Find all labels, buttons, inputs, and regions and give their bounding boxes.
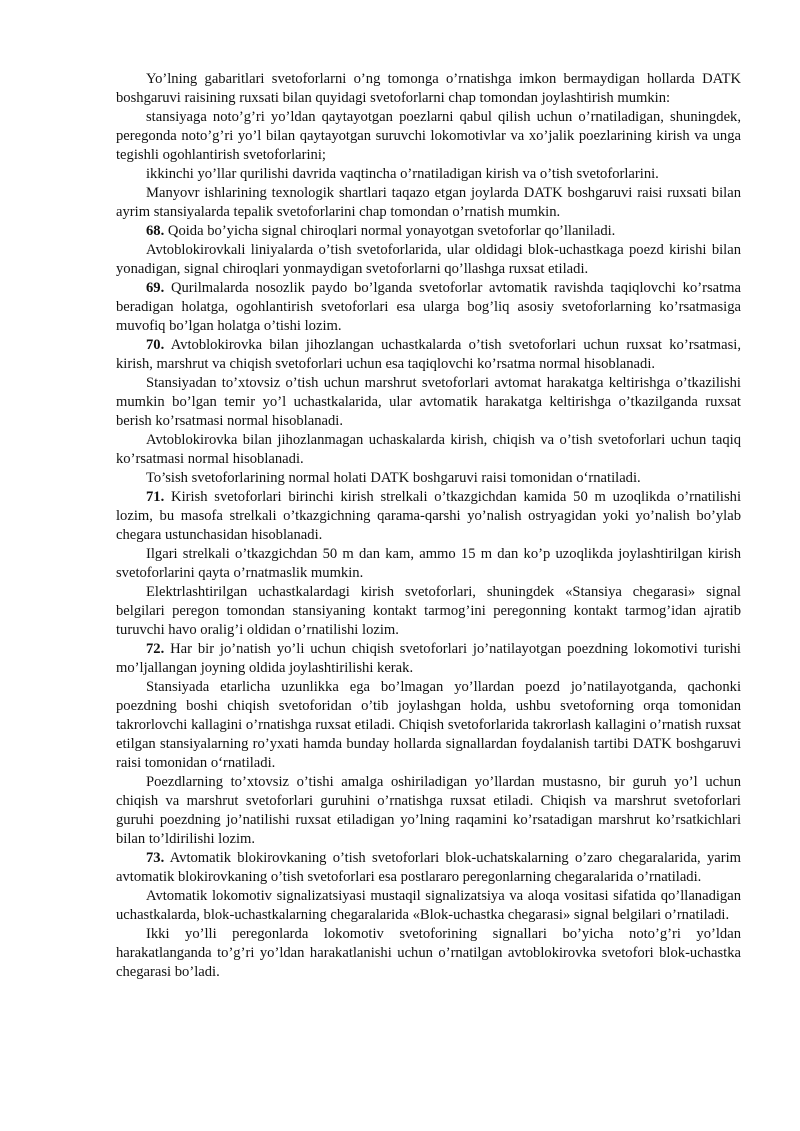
section-number: 69.	[146, 280, 165, 296]
section-number: 70.	[146, 337, 165, 353]
paragraph	[116, 678, 741, 773]
paragraph-text: stansiyaga noto’g’ri yo’ldan qaytayotgan poezlarni qabul qilish uchun o’rnatiladigan, shuningdek, peregonda noto’g’ri yo’l bilan qaytayotgan suruvchi lokomotivlar va xo’jalik poezlarining kirish va unga tegishli ogohlantirish svetoforlarini;	[116, 109, 741, 163]
paragraph	[116, 184, 741, 222]
section-number: 73.	[146, 850, 165, 866]
paragraph	[116, 374, 741, 431]
paragraph	[116, 887, 741, 925]
paragraph	[116, 488, 741, 545]
paragraph	[116, 469, 741, 488]
paragraph-text: Elektrlashtirilgan uchastkalardagi kirish svetoforlari, shuningdek «Stansiya chegarasi» signal belgilari peregon tomondan stansiyaning kontakt tarmog’ini peregonning kontakt tarmog’idan ajratib turuvchi havo oralig’i oldidan o’rnatilishi lozim.	[116, 584, 741, 638]
paragraph-text: Har bir jo’natish yo’li uchun chiqish svetoforlari jo’natilayotgan poezdning lokomotivi turishi mo’ljallangan joyning oldida joylashtirilishi kerak.	[116, 641, 741, 676]
paragraph-text: To’sish svetoforlarining normal holati DATK boshgaruvi raisi tomonidan o‘rnatiladi.	[146, 470, 641, 486]
paragraph	[116, 640, 741, 678]
paragraph-text: ikkinchi yo’llar qurilishi davrida vaqtincha o’rnatiladigan kirish va o’tish svetoforlarini.	[146, 166, 659, 182]
paragraph-text: Avtomatik lokomotiv signalizatsiyasi mustaqil signalizatsiya va aloqa vositasi sifatida qo’llanadigan uchastkalarda, blok-uchastkalarning chegaralarida «Blok-uchastka chegarasi» signal belgilari o’rnatiladi.	[116, 888, 741, 923]
paragraph-text: Manyovr ishlarining texnologik shartlari taqazo etgan joylarda DATK boshgaruvi raisi ruxsati bilan ayrim stansiyalarda tepalik svetoforlarini chap tomondan o’rnatish mumkin.	[116, 185, 741, 220]
paragraph-text: Yo’lning gabaritlari svetoforlarni o’ng tomonga o’rnatishga imkon bermaydigan hollarda DATK boshgaruvi raisining ruxsati bilan quyidagi svetoforlarni chap tomondan joylashtirish mumkin:	[116, 71, 741, 106]
paragraph-text: Kirish svetoforlari birinchi kirish strelkali o’tkazgichdan kamida 50 m uzoqlikda o’rnatilishi lozim, bu masofa strelkali o’tkazgichning qarama-qarshi yo’nalish ostryagidan yoki yo’nalish bo’ylab chegara ustunchasidan hisoblanadi.	[116, 489, 742, 543]
section-number: 68.	[146, 223, 165, 239]
section-number: 72.	[146, 641, 165, 657]
paragraph	[116, 583, 741, 640]
paragraph	[116, 279, 741, 336]
paragraph-text: Avtoblokirovka bilan jihozlangan uchastkalarda o’tish svetoforlari uchun ruxsat ko’rsatmasi, kirish, marshrut va chiqish svetoforlari uchun esa taqiqlovchi ko’rsatma normal hisoblanadi.	[116, 337, 741, 372]
paragraph	[116, 241, 741, 279]
paragraph-text: Qurilmalarda nosozlik paydo bo’lganda svetoforlar avtomatik ravishda taqiqlovchi ko’rsatma beradigan holatga, ogohlantirish svetoforlari esa ularga bog’liq asosiy svetoforlarning ko’rsatmasiga muvofiq bo’lgan holatga o’tishi lozim.	[116, 280, 741, 334]
section-number: 71.	[146, 489, 165, 505]
paragraph-text: Avtomatik blokirovkaning o’tish svetoforlari blok-uchatskalarning o’zaro chegaralarida, yarim avtomatik blokirovkaning o’tish svetoforlari esa postlararo peregonlarning chegaralarida o’rnatiladi.	[116, 850, 741, 885]
paragraph	[116, 545, 741, 583]
paragraph	[116, 70, 741, 108]
paragraph	[116, 849, 741, 887]
paragraph	[116, 925, 741, 982]
paragraph-text: Avtoblokirovkali liniyalarda o’tish svetoforlarida, ular oldidagi blok-uchastkaga poezd kirishi bilan yonadigan, signal chiroqlari yonmaydigan svetoforlarni qo’llashga ruxsat etiladi.	[116, 242, 741, 277]
paragraph-text: Qoida bo’yicha signal chiroqlari normal yonayotgan svetoforlar qo’llaniladi.	[167, 223, 616, 239]
paragraph-text: Poezdlarning to’xtovsiz o’tishi amalga oshiriladigan yo’llardan mustasno, bir guruh yo’l uchun chiqish va marshrut svetoforlari guruhini o’rnatishga ruxsat etiladi. Chiqish va marshrut svetoforlari guruhi poezdning jo’natilishi ruxsat etiladigan yo’lning raqamini ko’rsatadigan marshrut ko’rsatkichlari bilan to’ldirilishi lozim.	[116, 774, 741, 847]
paragraph-text: Ikki yo’lli peregonlarda lokomotiv svetoforining signallari bo’yicha noto’g’ri yo’ldan harakatlanganda to’g’ri yo’ldan harakatlanishi uchun o’rnatilgan avtoblokirovka svetofori blok-uchastka chegarasi bo’ladi.	[116, 926, 741, 980]
paragraph	[116, 165, 741, 184]
paragraph	[116, 431, 741, 469]
paragraph	[116, 222, 741, 241]
paragraph-text: Stansiyadan to’xtovsiz o’tish uchun marshrut svetoforlari avtomat harakatga keltirishga o’tkazilishi mumkin bo’lgan temir yo’l uchastkalarida, ular avtomatik harakatga keltirishga o’tkazilganda ruxsat berish ko’rsatmasi normal hisoblanadi.	[116, 375, 741, 429]
paragraph	[116, 336, 741, 374]
paragraph-text: Avtoblokirovka bilan jihozlanmagan uchaskalarda kirish, chiqish va o’tish svetoforlari uchun taqiq ko’rsatmasi normal hisoblanadi.	[116, 432, 741, 467]
paragraph	[116, 108, 741, 165]
paragraph-text: Ilgari strelkali o’tkazgichdan 50 m dan kam, ammo 15 m dan ko’p uzoqlikda joylashtirilgan kirish svetoforlarini qayta o’rnatmaslik mumkin.	[116, 546, 741, 581]
document-page	[116, 70, 741, 982]
paragraph-text: Stansiyada etarlicha uzunlikka ega bo’lmagan yo’llardan poezd jo’natilayotganda, qachonki poezdning boshi chiqish svetoforidan o’tib joylashgan holda, ushbu svetoforning orqa tomonidan takrorlovchi kallagini o’rnatishga ruxsat etiladi. Chiqish svetoforlarida takrorlash kallagini o’rnatish ruxsat etilgan stansiyalarning ro’yxati hamda bunday hollarda signallardan foydalanish tartibi DATK boshgaruvi raisi tomonidan o‘rnatiladi.	[116, 679, 741, 771]
paragraph	[116, 773, 741, 849]
